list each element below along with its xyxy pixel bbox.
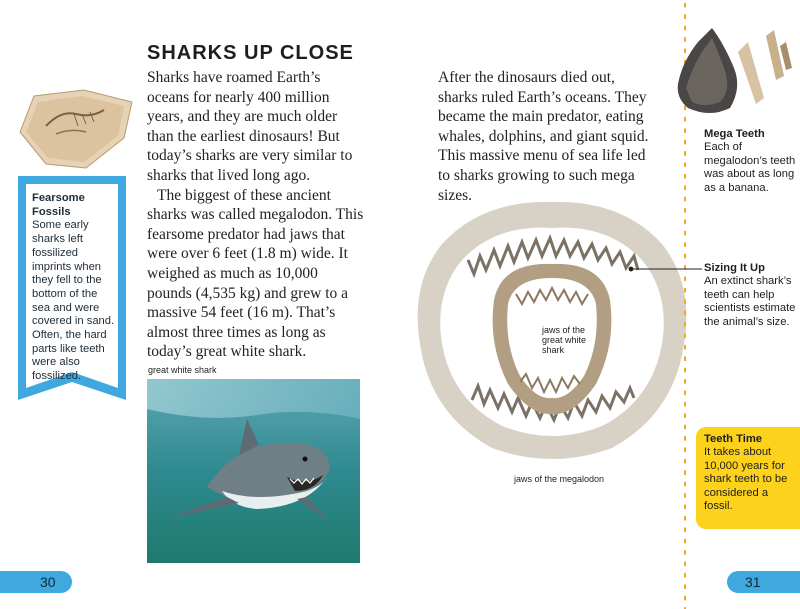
fossil-sidebar-title: Fearsome Fossils [32,192,85,218]
right-body-text [438,68,656,205]
sizing-pointer-line [628,266,704,272]
fossil-image [16,88,136,170]
teeth-time-title: Teeth Time [704,433,763,445]
paragraph-2: The biggest of these ancient sharks was called megalodon. This fearsome predator had jaws that were over 6 feet (1.8 m) wide. It weighed as much as 10,000 pounds (4,535 kg) and grew to a massive 54 feet (16 m). That’s almost three times as long as today’s great white shark. [147,186,364,361]
mega-teeth-note [704,128,796,195]
megalodon-jaws-caption: jaws of the megalodon [514,474,605,484]
page-heading: SHARKS UP CLOSE [147,42,354,64]
sizing-it-up-text: An extinct shark’s teeth can help scientists estimate the animal’s size. [704,275,796,328]
megalodon-tooth-image [668,22,796,122]
mega-teeth-text: Each of megalodon’s teeth was about as long as a banana. [704,141,796,194]
right-paragraph: After the dinosaurs died out, sharks ruled Earth’s oceans. They became the main predator, eating whales, dolphins, and giant squid. This massive menu of sea life led to sharks growing to such mega sizes. [438,69,649,204]
page-number-left: 30 [0,571,72,593]
sizing-it-up-note [704,262,796,329]
great-white-jaws-caption: jaws of the great white shark [542,325,587,355]
shark-photo-caption: great white shark [148,365,217,375]
page-number-right: 31 [727,571,800,593]
teeth-time-note [704,433,796,513]
left-body-text [147,68,365,362]
sizing-it-up-title: Sizing It Up [704,262,765,274]
paragraph-1: Sharks have roamed Earth’s oceans for nearly 400 million years, and they are much older than the earliest dinosaurs! But today’s sharks are very similar to sharks that lived long ago. [147,69,353,184]
mega-teeth-title: Mega Teeth [704,128,765,140]
teeth-time-text: It takes about 10,000 years for shark teeth to be considered a fossil. [704,446,788,513]
fossil-sidebar-text: Some early sharks left fossilized imprints when they fell to the bottom of the sea and were covered in sand. Often, the hard parts like teeth were also fossilized. [32,219,115,383]
fossil-sidebar [32,192,116,384]
great-white-shark-photo [147,379,360,563]
